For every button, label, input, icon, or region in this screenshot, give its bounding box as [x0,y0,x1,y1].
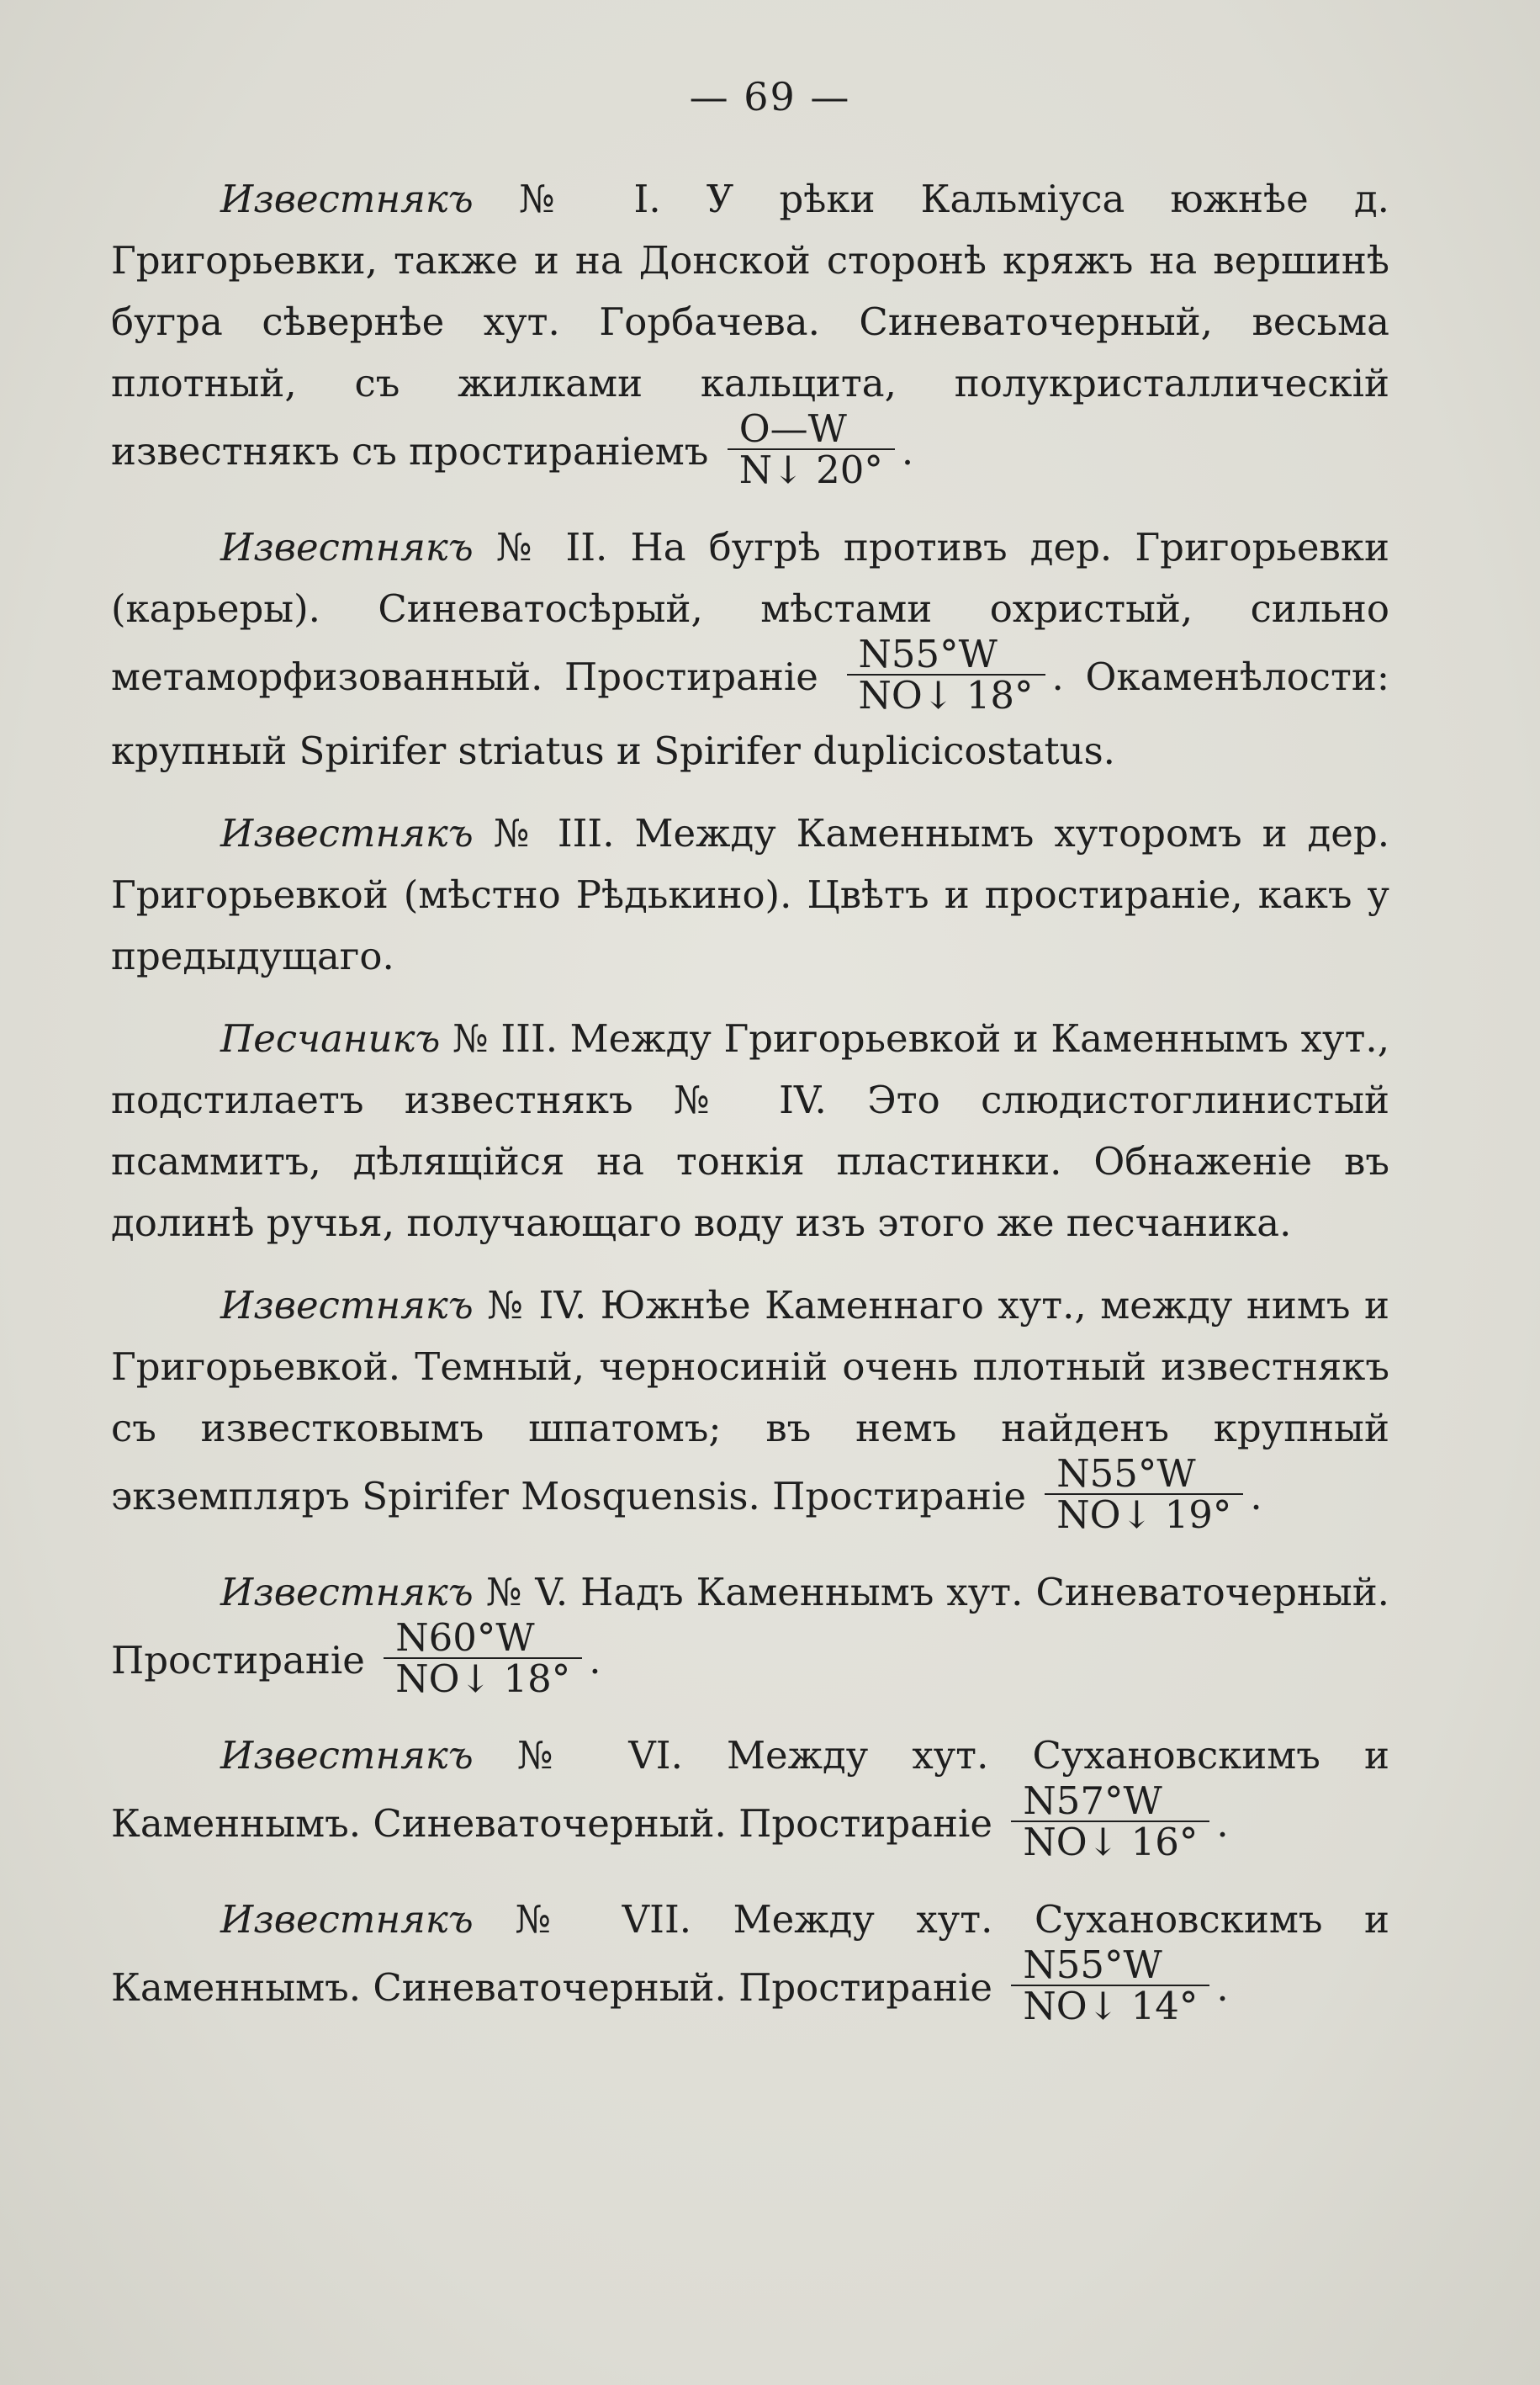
fraction-numerator: O—W [738,406,847,451]
paragraph-sandstone-3 [111,1008,1389,1253]
paragraph-text: № V. Надъ Каменнымъ хут. Синеваточерный. Простираніе [111,1569,1389,1683]
paragraph-text: № I. У рѣки Кальміуса южнѣе д. Григорьевки, также и на Донской сторонѣ кряжъ на вершинѣ бугра сѣвернѣе хут. Горбачева. Синеваточерный, весьма плотный, съ жилками кальцита, полукристаллическій известнякъ съ простираніемъ [111,177,1389,474]
body-text [111,168,1389,2052]
fraction-denominator: NO↓ 19° [1045,1493,1243,1534]
term: Известнякъ [220,1283,474,1328]
strike-fraction [728,406,895,493]
paragraph-limestone-7 [111,1889,1389,2032]
term: Песчаникъ [220,1016,441,1061]
fraction-denominator: NO↓ 14° [1011,1985,1209,2026]
fraction-numerator: N60°W [395,1614,535,1660]
term: Известнякъ [220,1896,474,1942]
term: Известнякъ [220,1733,474,1778]
paragraph-limestone-2 [111,517,1389,782]
paragraph-text-end: . [901,428,914,474]
paragraph-text: № II. На бугрѣ противъ дер. Григорьевки (карьеры). Синеватосѣрый, мѣстами охристый, сильно метаморфизованный. Простираніе [111,524,1389,699]
paragraph-text: № VI. Между хут. Сухановскимъ и Каменнымъ. Синеваточерный. Простираніе [111,1733,1389,1846]
paragraph-text: № III. Между Каменнымъ хуторомъ и дер. Григорьевкой (мѣстно Рѣдькино). Цвѣтъ и простираніе, какъ у предыдущаго. [111,811,1389,978]
paragraph-limestone-6 [111,1725,1389,1868]
paragraph-text-end: . [589,1637,601,1683]
paragraph-text: № VII. Между хут. Сухановскимъ и Каменнымъ. Синеваточерный. Простираніе [111,1896,1389,2010]
term: Известнякъ [220,1569,474,1614]
term: Известнякъ [220,524,474,570]
paragraph-text-end: . Окаменѣлости: крупный Spirifer striatus и Spirifer duplicicostatus. [111,654,1390,773]
page-number: — 69 — [689,74,851,119]
strike-fraction [1011,1778,1209,1865]
paragraph-limestone-1 [111,168,1389,496]
strike-fraction [384,1614,582,1701]
strike-fraction [1011,1942,1209,2028]
fraction-numerator: N55°W [1023,1942,1162,1987]
term: Известнякъ [220,177,474,221]
paragraph-text-end: . [1250,1473,1262,1518]
fraction-denominator: NO↓ 18° [384,1657,582,1699]
fraction-denominator: NO↓ 18° [847,674,1045,715]
strike-fraction [847,631,1045,718]
paragraph-limestone-3 [111,803,1389,987]
paragraph-text-end: . [1216,1800,1229,1846]
term: Известнякъ [220,811,474,856]
paragraph-limestone-5 [111,1561,1389,1704]
strike-fraction [1045,1451,1243,1538]
fraction-denominator: NO↓ 16° [1011,1821,1209,1862]
paragraph-text: № III. Между Григорьевкой и Каменнымъ хут., подстилаетъ известнякъ № IV. Это слюдистоглинистый псаммитъ, дѣлящійся на тонкія пластинки. Обнаженіе въ долинѣ ручья, получающаго воду изъ этого же песчаника. [111,1016,1389,1245]
fraction-numerator: N55°W [858,631,998,676]
fraction-numerator: N55°W [1056,1451,1196,1496]
fraction-denominator: N↓ 20° [728,448,895,490]
paragraph-text: № IV. Южнѣе Каменнаго хут., между нимъ и Григорьевкой. Темный, черносиній очень плотный известнякъ съ известковымъ шпатомъ; въ немъ найденъ крупный экземпляръ Spirifer Mosquensis. Простираніе [111,1283,1389,1518]
paragraph-text-end: . [1216,1964,1229,2010]
paragraph-limestone-4 [111,1275,1389,1540]
fraction-numerator: N57°W [1023,1778,1162,1823]
